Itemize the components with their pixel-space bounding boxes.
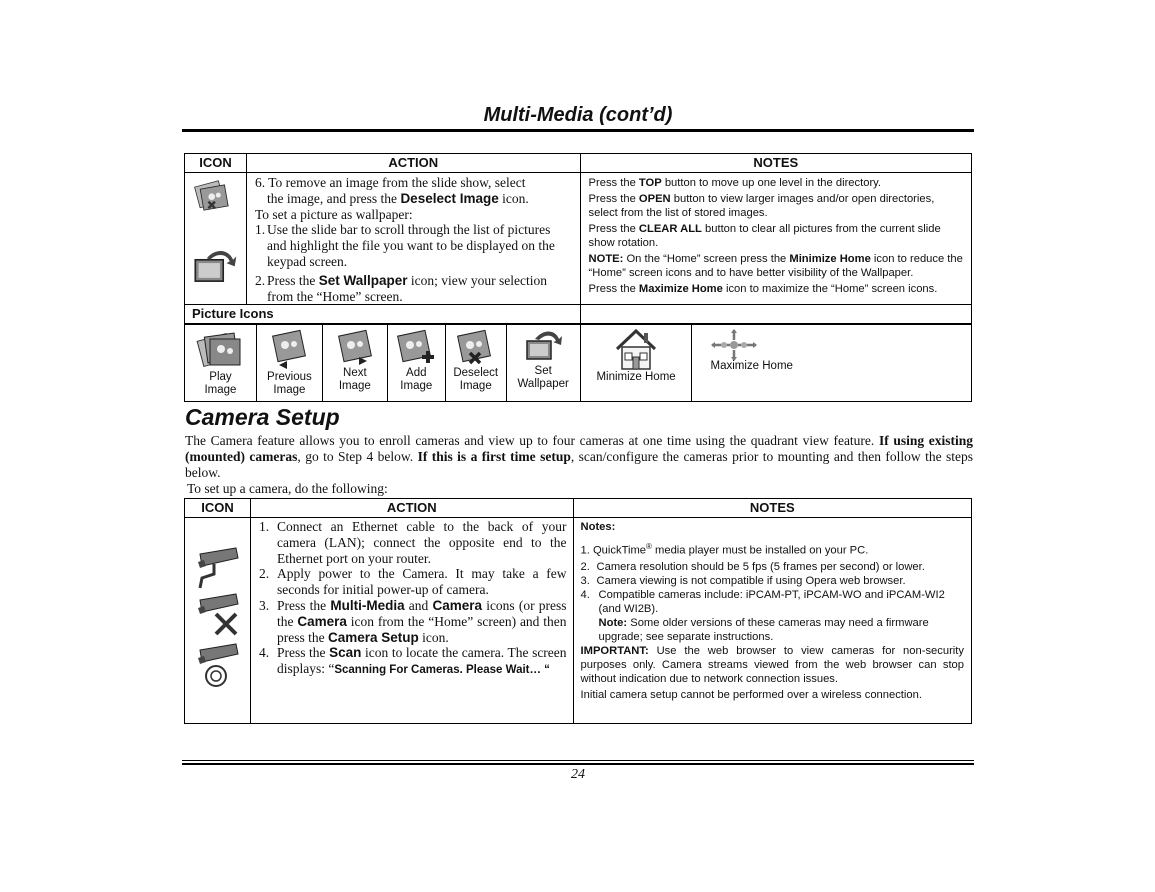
notes-cell	[580, 173, 971, 305]
camera-setup-heading: Camera Setup	[185, 404, 340, 430]
step-6-cont: the image, and press the Deselect Image icon.	[266, 190, 529, 206]
camera-setup-icon	[192, 590, 242, 636]
footer-rule-thick	[182, 763, 974, 765]
cam-note-4: 4. Compatible cameras include: iPCAM-PT, iPCAM-WO and iPCAM-WI2 (and WI2B). Note: Some older versions of these cameras may need a firmware upgrade; see separate instructions.	[580, 588, 945, 643]
cam-note-important: IMPORTANT: Use the web browser to view cameras for non-security purposes only. Camera streams viewed from the web browser can stop without indication due to network connection issues.	[580, 644, 964, 685]
icon-cell	[185, 173, 247, 305]
camera-scan-icon	[192, 640, 242, 690]
set-wallpaper-icon	[192, 245, 238, 291]
camera-table	[184, 498, 972, 724]
add-image-cell: Add Image	[387, 325, 445, 402]
wallpaper-step-1: 1. Use the slide bar to scroll through the list of pictures and highlight the file you want to be displayed on the keypad screen.	[254, 222, 555, 269]
multimedia-table	[184, 153, 972, 324]
camera-intro-2: To set up a camera, do the following:	[187, 481, 388, 496]
next-image-cell: Next Image	[322, 325, 387, 402]
cam-notes-cell	[573, 518, 971, 724]
note-minimize: NOTE: On the “Home” screen press the Minimize Home icon to reduce the “Home” screen icons and to have better visibility of the Wallpaper.	[588, 253, 963, 279]
cam-note-1: 1. QuickTime® media player must be installed on your PC.	[580, 542, 869, 557]
empty-cell	[580, 305, 971, 324]
action-cell	[246, 173, 580, 305]
deselect-image-cell: Deselect Image	[445, 325, 506, 402]
note-open: Press the OPEN button to view larger images and/or open directories, select from the list of stored images.	[588, 193, 935, 219]
cam-col-icon-header: ICON	[185, 499, 251, 518]
cam-step-1: 1. Connect an Ethernet cable to the back of your camera (LAN); connect the opposite end to the Ethernet port on your router.	[258, 519, 567, 566]
camera-intro: The Camera feature allows you to enroll cameras and view up to four cameras at one time using the quadrant view feature. If using existing (mounted) cameras, go to Step 4 below. If this is a first time setup, scan/configure the cameras prior to mounting and then follow the steps below.	[185, 433, 973, 480]
expand-arrows-icon	[710, 328, 758, 362]
add-image-icon	[394, 327, 438, 367]
cam-note-wireless: Initial camera setup cannot be performed over a wireless connection.	[580, 688, 922, 701]
maximize-home-cell: Maximize Home	[692, 325, 972, 402]
deselect-image-icon	[192, 177, 238, 223]
cam-note-3: 3. Camera viewing is not compatible if using Opera web browser.	[580, 574, 906, 587]
wallpaper-intro: To set a picture as wallpaper:	[254, 206, 413, 222]
minimize-home-cell: Minimize Home	[580, 325, 692, 402]
cam-col-action-header: ACTION	[250, 499, 573, 518]
page-number: 24	[571, 767, 585, 782]
footer-rule-thin	[182, 760, 974, 761]
picture-icons-row	[184, 324, 972, 402]
title-rule	[182, 129, 974, 132]
cam-step-4: 4. Press the Scan icon to locate the camera. The screen displays: “Scanning For Cameras. Please Wait… “	[258, 645, 567, 677]
note-clear: Press the CLEAR ALL button to clear all pictures from the current slide show rotation.	[588, 223, 941, 249]
cam-notes-label: Notes:	[580, 521, 616, 533]
deselect-image-small-icon	[454, 327, 498, 367]
next-image-icon	[333, 327, 377, 367]
set-wallpaper-cell: Set Wallpaper	[506, 325, 580, 402]
cam-action-cell	[250, 518, 573, 724]
set-wallpaper-small-icon	[523, 327, 563, 365]
note-maximize: Press the Maximize Home icon to maximize the “Home” screen icons.	[588, 283, 938, 295]
col-icon-header: ICON	[185, 154, 247, 173]
note-top: Press the TOP button to move up one level in the directory.	[588, 177, 882, 189]
house-icon	[613, 327, 659, 371]
previous-image-cell: Previous Image	[256, 325, 322, 402]
play-image-icon	[196, 327, 244, 371]
picture-icons-label: Picture Icons	[185, 305, 581, 324]
cam-step-2: 2. Apply power to the Camera. It may take a few seconds for initial power-up of camera.	[258, 566, 567, 598]
camera-icon	[192, 544, 242, 590]
col-action-header: ACTION	[246, 154, 580, 173]
cam-step-3: 3. Press the Multi-Media and Camera icons (or press the Camera icon from the “Home” screen) and then press the Camera Setup icon.	[258, 597, 567, 645]
cam-icon-cell	[185, 518, 251, 724]
cam-note-2: 2. Camera resolution should be 5 fps (5 frames per second) or lower.	[580, 560, 925, 573]
wallpaper-step-2: 2. Press the Set Wallpaper icon; view your selection from the “Home” screen.	[254, 272, 547, 304]
step-6: 6. To remove an image from the slide show, select	[254, 175, 526, 190]
previous-image-icon	[267, 327, 311, 371]
play-image-cell: Play Image	[185, 325, 257, 402]
page-title: Multi-Media (cont’d)	[483, 104, 673, 126]
cam-col-notes-header: NOTES	[573, 499, 971, 518]
col-notes-header: NOTES	[580, 154, 971, 173]
